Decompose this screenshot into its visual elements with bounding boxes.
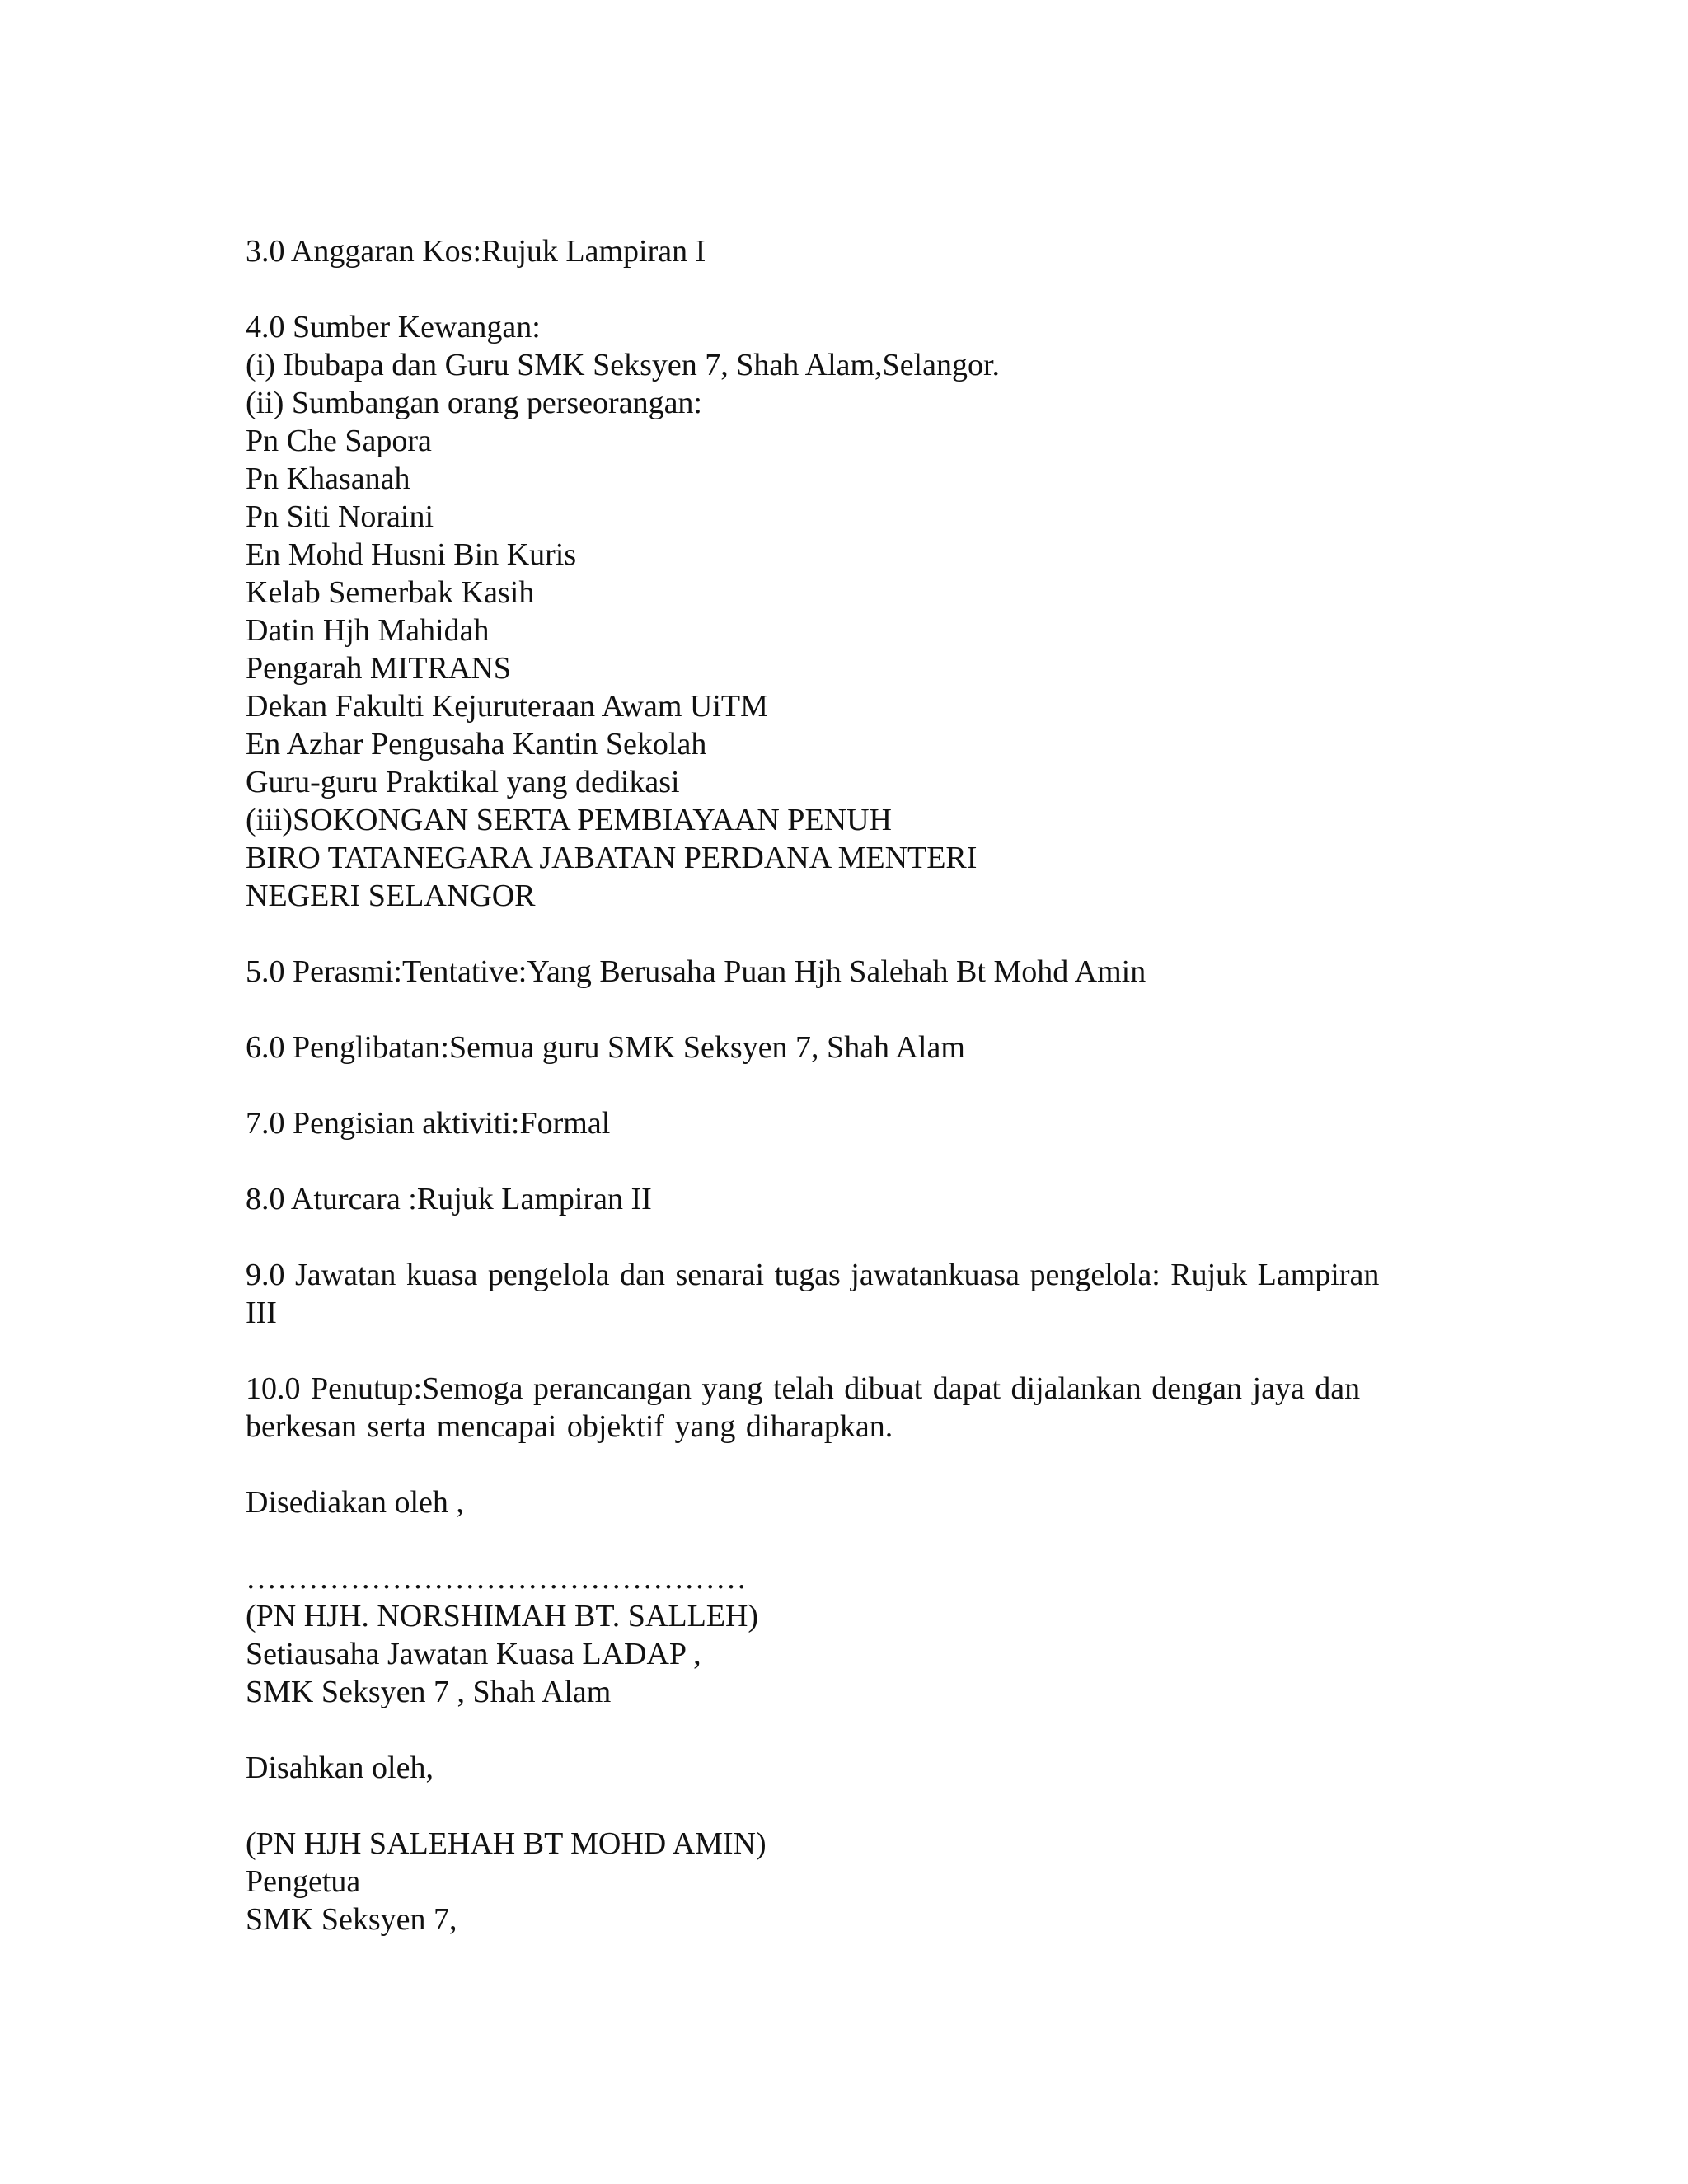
contributor-item: Pn Siti Noraini [246,499,434,534]
contributor-item: Kelab Semerbak Kasih [246,575,535,610]
spacer [246,991,1416,1029]
spacer [246,270,1416,308]
section-10-closing: 10.0 Penutup:Semoga perancangan yang telah dibuat dapat dijalankan dengan jaya dan berkesan serta mencapai objektif yang diharapkan. [246,1371,1361,1444]
spacer [246,1066,1416,1104]
section-5-officiator: 5.0 Perasmi:Tentative:Yang Berusaha Puan Hjh Salehah Bt Mohd Amin [246,954,1146,989]
section-6-involvement: 6.0 Penglibatan:Semua guru SMK Seksyen 7, Shah Alam [246,1030,965,1065]
contributor-item: Dekan Fakulti Kejuruteraan Awam UiTM [246,689,768,724]
contributor-item: Pn Khasanah [246,462,410,496]
section-9-committee: 9.0 Jawatan kuasa pengelola dan senarai tugas jawatankuasa pengelola: Rujuk Lampiran III [246,1258,1380,1330]
contributor-item: Guru-guru Praktikal yang dedikasi [246,765,680,799]
prepared-by-position: Setiausaha Jawatan Kuasa LADAP , [246,1637,701,1671]
prepared-by-school: SMK Seksyen 7 , Shah Alam [246,1675,612,1709]
section-4-item-iii: (iii)SOKONGAN SERTA PEMBIAYAAN PENUH [246,803,892,837]
approved-by-name: (PN HJH SALEHAH BT MOHD AMIN) [246,1826,767,1861]
section-7-activities: 7.0 Pengisian aktiviti:Formal [246,1106,611,1141]
approved-by-position: Pengetua [246,1864,361,1899]
spacer [246,1332,1416,1370]
section-4-item-i: (i) Ibubapa dan Guru SMK Seksyen 7, Shah Alam,Selangor. [246,348,1001,382]
spacer [246,1711,1416,1749]
section-4-item-iii-state: NEGERI SELANGOR [246,879,536,913]
signature-line: ………………………………………… [246,1561,747,1596]
contributor-item: Pn Che Sapora [246,424,432,458]
contributor-item: En Mohd Husni Bin Kuris [246,537,577,572]
section-4-item-iii-agency: BIRO TATANEGARA JABATAN PERDANA MENTERI [246,841,978,875]
document-body [246,232,1416,1938]
approved-by-label: Disahkan oleh, [246,1750,434,1785]
contributor-item: Datin Hjh Mahidah [246,613,490,648]
contributor-item: En Azhar Pengusaha Kantin Sekolah [246,727,707,762]
section-8-schedule: 8.0 Aturcara :Rujuk Lampiran II [246,1182,652,1216]
section-4-item-ii: (ii) Sumbangan orang perseorangan: [246,386,702,420]
section-3-cost-estimate: 3.0 Anggaran Kos:Rujuk Lampiran I [246,234,706,269]
prepared-by-name: (PN HJH. NORSHIMAH BT. SALLEH) [246,1599,759,1633]
spacer [246,915,1416,953]
spacer [246,1787,1416,1825]
contributor-item: Pengarah MITRANS [246,651,511,686]
spacer [246,1218,1416,1256]
spacer [246,1446,1416,1483]
section-4-title: 4.0 Sumber Kewangan: [246,310,541,344]
spacer [246,1142,1416,1180]
spacer [246,1521,1416,1559]
prepared-by-label: Disediakan oleh , [246,1485,464,1520]
approved-by-school: SMK Seksyen 7, [246,1902,457,1937]
